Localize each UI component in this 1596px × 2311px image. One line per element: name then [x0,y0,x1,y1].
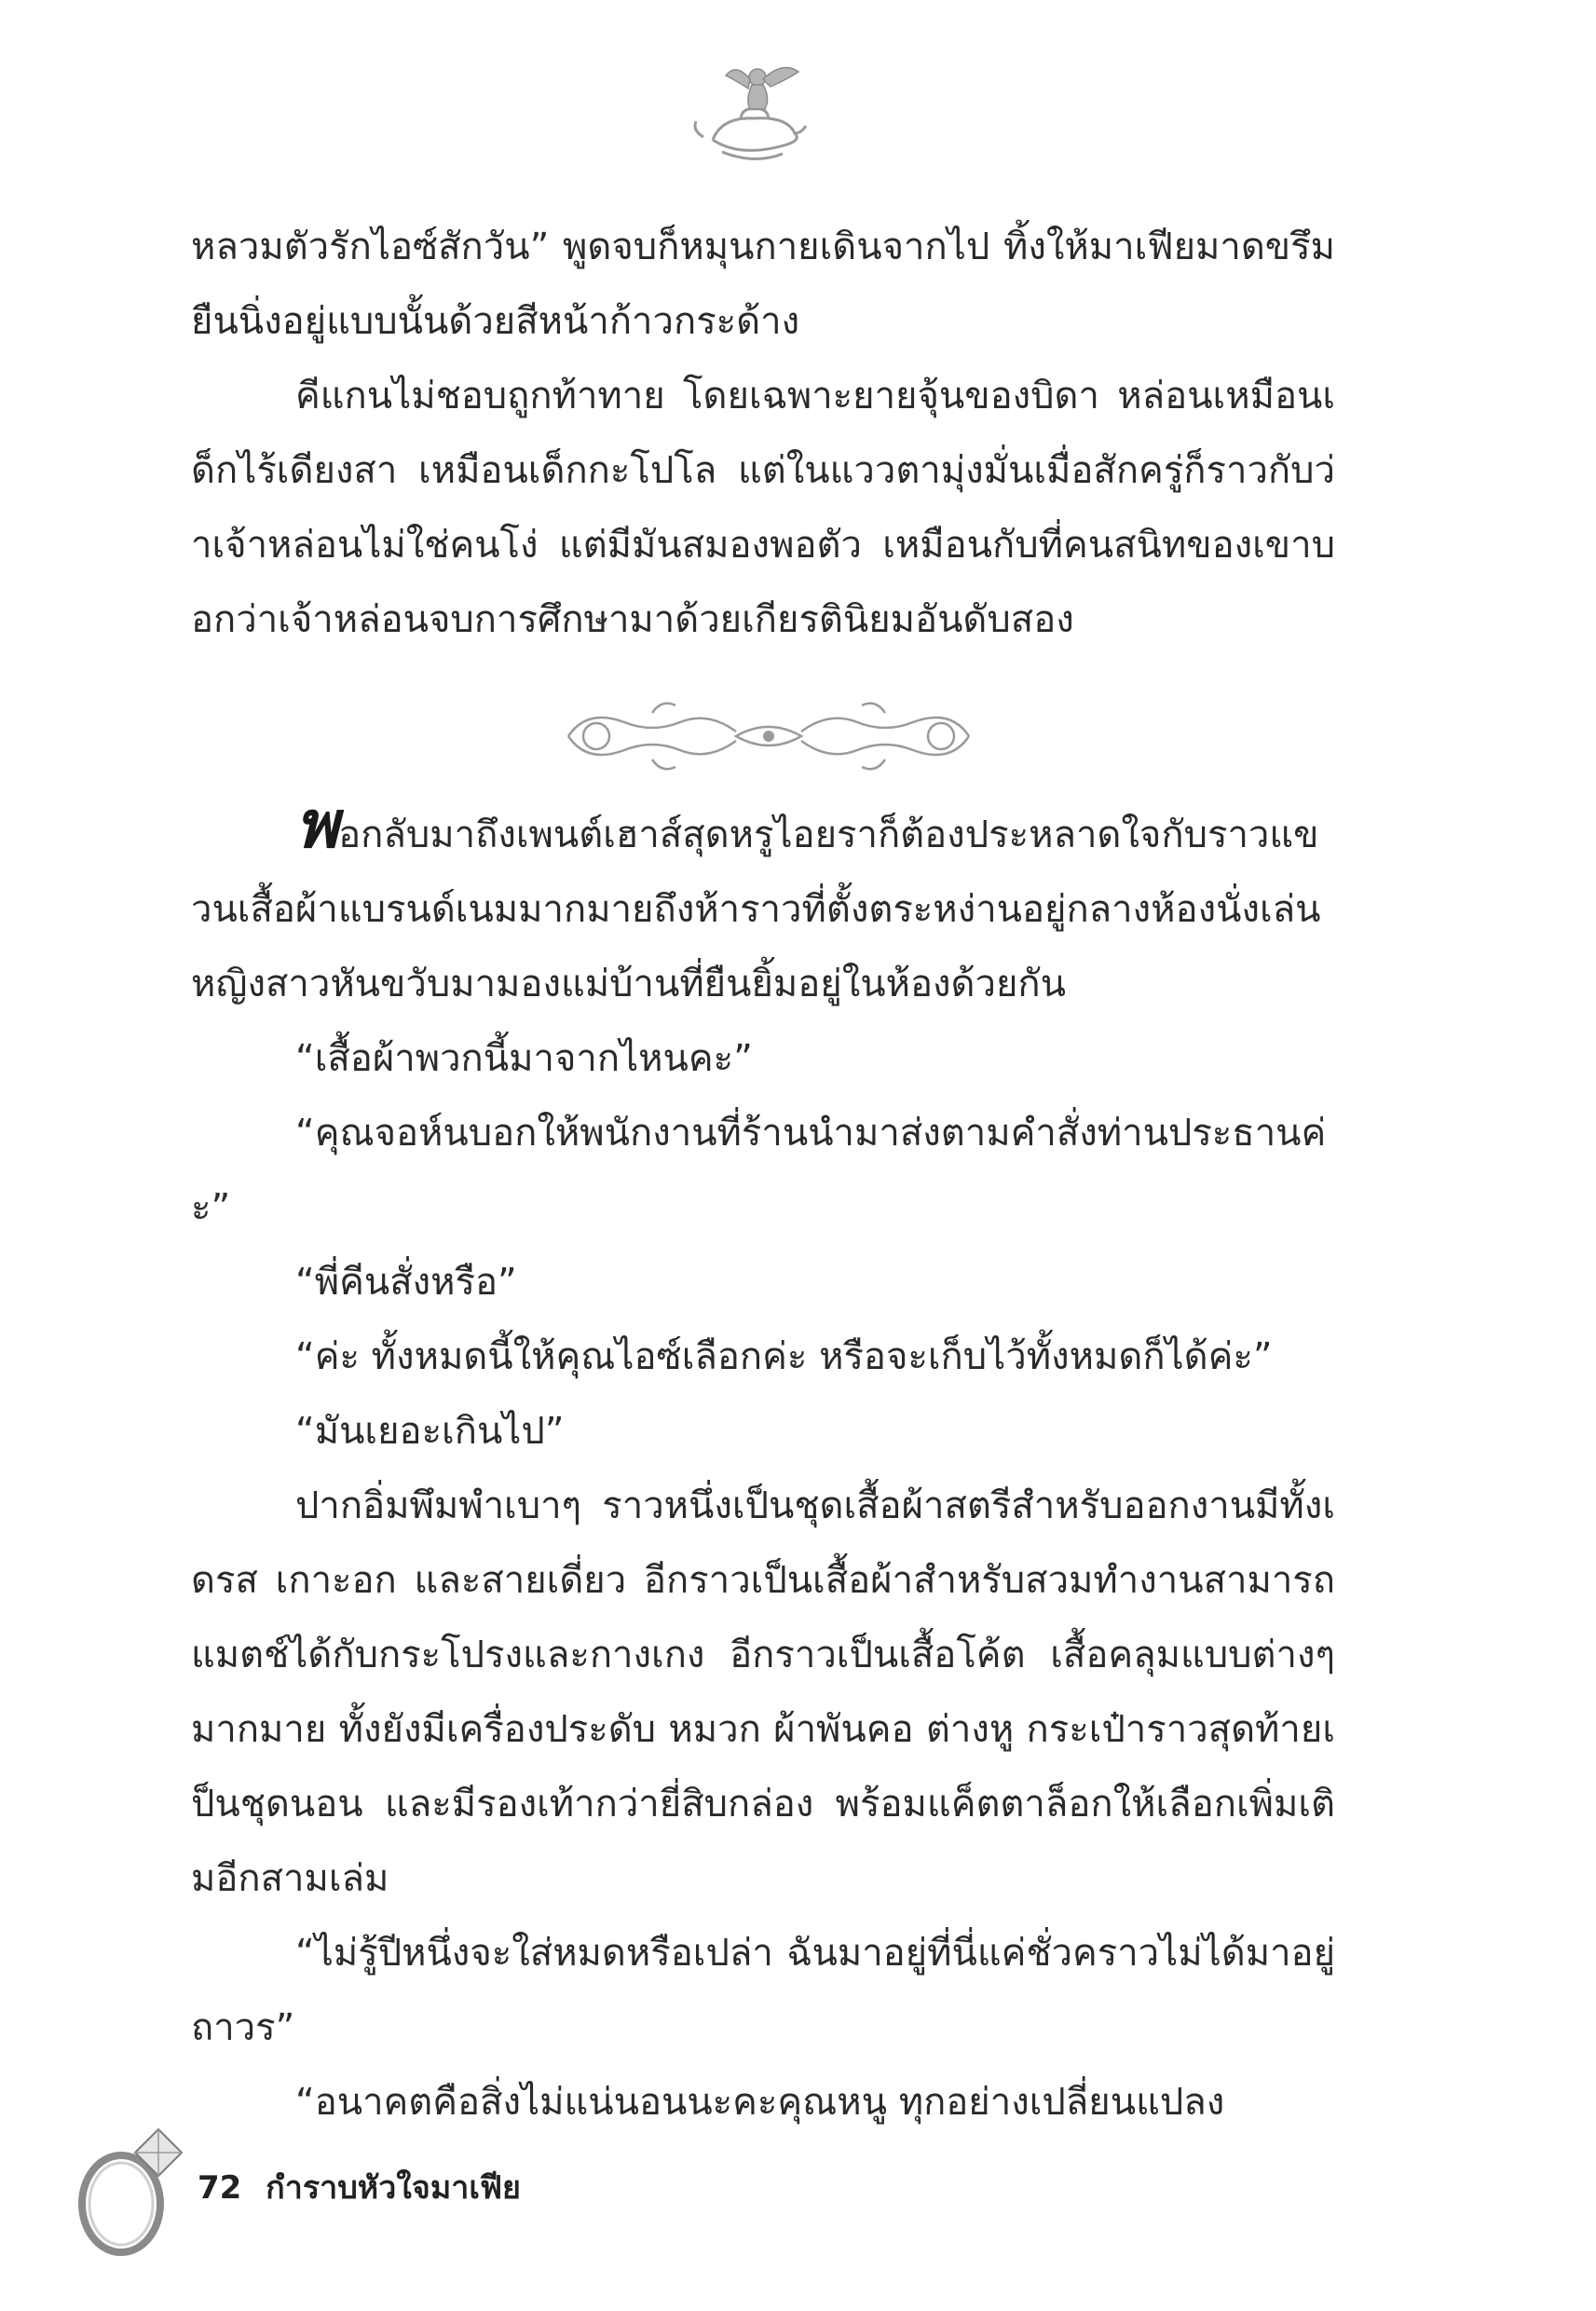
page-number: 72 [198,2169,242,2207]
genie-lamp-cupid-icon [685,51,825,172]
section-1 [191,210,1335,657]
book-title: กำราบหัวใจมาเฟีย [266,2169,521,2207]
paragraph: หลวมตัวรักไอซ์สักวัน” พูดจบก็หมุนกายเดินจากไป ทิ้งให้มาเฟียมาดขรึมยืนนิ่งอยู่แบบนั้นด้วยสีหน้าก้าวกระด้าง [191,226,1335,343]
dialogue-line: “มันเยอะเกินไป” [295,1410,565,1453]
dialogue-line: “คุณจอห์นบอกให้พนักงานที่ร้านนำมาส่งตามคำสั่งท่านประธานค่ะ” [191,1112,1327,1229]
dialogue-line: “เสื้อผ้าพวกนี้มาจากไหนคะ” [295,1037,753,1080]
dialogue-line: “ไม่รู้ปีหนึ่งจะใส่หมดหรือเปล่า ฉันมาอยู่ที่นี่แค่ชั่วคราวไม่ได้มาอยู่ถาวร” [191,1932,1335,2049]
dialogue-line: “อนาคตคือสิ่งไม่แน่นอนนะคะคุณหนู ทุกอย่างเปลี่ยนแปลง [295,2081,1225,2124]
diamond-ring-icon [70,2111,196,2260]
dialogue-line: “ค่ะ ทั้งหมดนี้ให้คุณไอซ์เลือกค่ะ หรือจะเก็บไว้ทั้งหมดก็ได้ค่ะ” [295,1335,1273,1378]
paragraph: คีแกนไม่ชอบถูกท้าทาย โดยเฉพาะยายจุ้นของบิดา หล่อนเหมือนเด็กไร้เดียงสา เหมือนเด็กกะโปโล แต่ในแววตามุ่งมั่นเมื่อสักครู่ก็ราวกับว่าเจ้าหล่อนไม่ใช่คนโง่ แต่มีมันสมองพอตัว เหมือนกับที่คนสนิทของเขาบอกว่าเจ้าหล่อนจบการศึกษามาด้วยเกียรตินิยมอันดับสอง [191,375,1335,641]
paragraph: ปากอิ่มพึมพำเบาๆ ราวหนึ่งเป็นชุดเสื้อผ้าสตรีสำหรับออกงานมีทั้งเดรส เกาะอก และสายเดี่ยว อีกราวเป็นเสื้อผ้าสำหรับสวมทำงานสามารถแมตช์ได้กับกระโปรงและกางเกง อีกราวเป็นเสื้อโค้ต เสื้อคลุมแบบต่างๆ มากมาย ทั้งยังมีเครื่องประดับ หมวก ผ้าพันคอ ต่างหู กระเป๋าราวสุดท้ายเป็นชุดนอน และมีรองเท้ากว่ายี่สิบกล่อง พร้อมแค็ตตาล็อกให้เลือกเพิ่มเติมอีกสามเล่ม [191,1484,1335,1900]
drop-cap: พ [295,786,339,863]
opening-paragraph-text: อกลับมาถึงเพนต์เฮาส์สุดหรูไอยราก็ต้องประหลาดใจกับราวแขวนเสื้อผ้าแบรนด์เนมมากมายถึงห้าราวที่ตั้งตระหง่านอยู่กลางห้องนั่งเล่น หญิงสาวหันขวับมามองแม่บ้านที่ยืนยิ้มอยู่ในห้องด้วยกัน [191,814,1321,1005]
page-footer [198,2162,534,2212]
opening-paragraph [191,786,1335,1021]
section-2 [191,786,1335,2140]
dialogue-line: “พี่คีนสั่งหรือ” [295,1261,517,1304]
floral-scroll-divider [559,694,978,778]
